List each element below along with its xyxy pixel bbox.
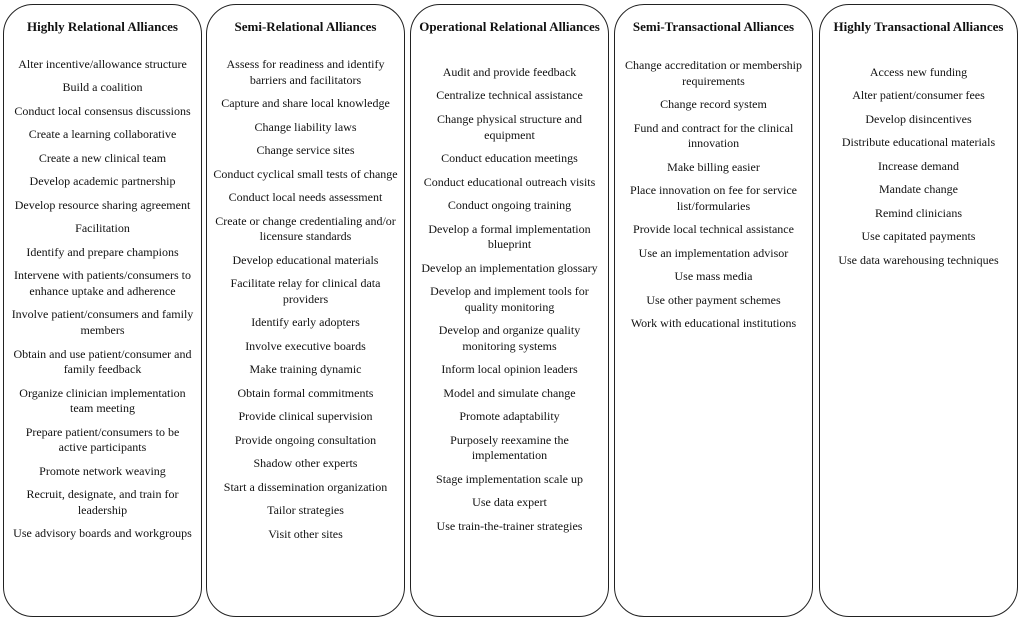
strategy-item: Conduct local needs assessment [228, 190, 383, 205]
strategy-item: Organize clinician implementation team meeting [19, 385, 186, 416]
strategy-item: Purposely reexamine the implementation [450, 432, 569, 463]
strategy-item: Distribute educational materials [841, 135, 996, 150]
strategy-list [820, 65, 1017, 276]
column-title: Semi-Relational Alliances [234, 19, 377, 34]
strategy-item: Involve executive boards [245, 338, 366, 353]
strategy-item: Use mass media [674, 269, 753, 284]
column-title: Operational Relational Alliances [419, 19, 600, 34]
strategy-item: Use capitated payments [861, 229, 976, 244]
column-operational-relational [410, 4, 609, 617]
strategy-item: Promote adaptability [459, 409, 560, 424]
strategy-item: Start a dissemination organization [223, 479, 388, 494]
column-title: Highly Transactional Alliances [833, 19, 1004, 34]
strategy-item: Use data expert [472, 495, 547, 510]
strategy-item: Conduct educational outreach visits [423, 174, 596, 189]
strategy-item: Develop disincentives [865, 111, 972, 126]
strategy-list [4, 57, 201, 550]
strategy-item: Develop and implement tools for quality monitoring [430, 284, 589, 314]
strategy-item: Change liability laws [254, 119, 357, 134]
strategy-item: Facilitation [75, 221, 130, 236]
strategy-item: Develop resource sharing agreement [14, 197, 191, 212]
strategy-item: Develop a formal implementation blueprint [428, 221, 591, 252]
strategy-list [615, 58, 812, 340]
strategy-item: Fund and contract for the clinical innovation [633, 120, 794, 151]
strategy-item: Conduct ongoing training [447, 198, 572, 213]
strategy-item: Use advisory boards and workgroups [13, 526, 192, 541]
strategy-item: Change physical structure and equipment [437, 111, 582, 142]
strategy-item: Access new funding [869, 65, 968, 79]
strategy-item: Provide clinical supervision [238, 409, 373, 424]
strategy-item: Audit and provide feedback [442, 65, 577, 79]
column-semi-relational [206, 4, 405, 617]
column-title: Highly Relational Alliances [27, 19, 178, 34]
strategy-item: Change record system [660, 97, 767, 112]
strategy-list [207, 57, 404, 550]
strategy-item: Promote network weaving [39, 463, 166, 478]
strategy-item: Assess for readiness and identify barriers and facilitators [226, 57, 385, 87]
strategy-item: Conduct local consensus discussions [14, 103, 191, 118]
strategy-item: Use an implementation advisor [638, 245, 789, 260]
strategy-item: Build a coalition [62, 80, 143, 95]
strategy-item: Centralize technical assistance [436, 88, 583, 103]
strategy-item: Use train-the-trainer strategies [436, 518, 583, 533]
strategy-item: Alter incentive/allowance structure [18, 57, 187, 71]
strategy-item: Provide ongoing consultation [234, 432, 377, 447]
strategy-item: Tailor strategies [267, 503, 344, 518]
strategy-item: Change service sites [256, 143, 355, 158]
strategy-item: Develop an implementation glossary [421, 260, 598, 275]
strategy-item: Place innovation on fee for service list/formularies [630, 183, 797, 213]
strategy-item: Develop academic partnership [29, 174, 176, 189]
strategy-item: Shadow other experts [253, 456, 358, 471]
strategy-item: Prepare patient/consumers to be active participants [25, 424, 180, 455]
column-title: Semi-Transactional Alliances [632, 19, 795, 34]
strategy-item: Develop educational materials [232, 252, 379, 267]
strategy-item: Conduct education meetings [441, 151, 578, 166]
strategy-item: Increase demand [878, 158, 959, 173]
strategy-item: Facilitate relay for clinical data providers [230, 276, 381, 306]
strategy-item: Change accreditation or membership requirements [625, 58, 802, 88]
strategy-item: Make billing easier [667, 159, 760, 174]
column-highly-transactional [819, 4, 1018, 617]
strategy-item: Obtain and use patient/consumer and family feedback [13, 346, 192, 377]
strategy-item: Obtain formal commitments [237, 385, 374, 400]
column-highly-relational [3, 4, 202, 617]
strategy-item: Alter patient/consumer fees [852, 88, 985, 103]
strategy-item: Create or change credentialing and/or licensure standards [215, 213, 396, 244]
strategy-item: Use other payment schemes [646, 292, 781, 307]
strategy-item: Model and simulate change [443, 385, 576, 400]
strategy-item: Use data warehousing techniques [838, 252, 999, 267]
strategy-item: Intervene with patients/consumers to enhance uptake and adherence [14, 268, 191, 298]
strategy-item: Involve patient/consumers and family members [11, 307, 194, 338]
strategy-item: Remind clinicians [875, 205, 962, 220]
strategy-item: Create a new clinical team [38, 150, 167, 165]
strategy-item: Provide local technical assistance [633, 222, 794, 237]
strategy-item: Create a learning collaborative [28, 127, 177, 142]
strategy-item: Work with educational institutions [630, 316, 797, 331]
strategy-item: Identify and prepare champions [26, 244, 179, 259]
strategy-item: Mandate change [879, 182, 958, 197]
strategy-item: Inform local opinion leaders [441, 362, 578, 377]
strategy-item: Visit other sites [268, 526, 343, 541]
column-semi-transactional [614, 4, 813, 617]
strategy-item: Make training dynamic [249, 362, 362, 377]
strategy-item: Identify early adopters [251, 315, 360, 330]
strategy-item: Develop and organize quality monitoring systems [438, 323, 581, 353]
strategy-item: Recruit, designate, and train for leadership [26, 487, 179, 517]
strategy-list [411, 65, 608, 542]
strategy-item: Conduct cyclical small tests of change [213, 166, 398, 181]
strategy-item: Stage implementation scale up [436, 471, 583, 486]
strategy-item: Capture and share local knowledge [221, 96, 390, 111]
